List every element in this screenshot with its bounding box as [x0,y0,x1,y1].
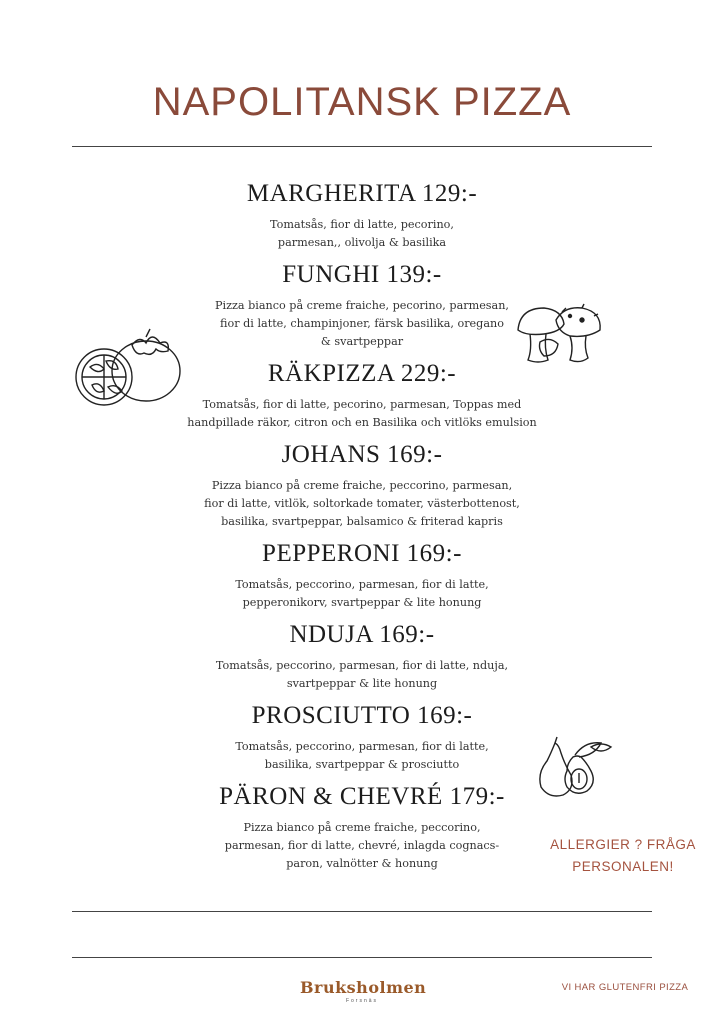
menu-item-name: PEPPERONI 169:- [262,540,462,567]
menu-item-description: Pizza bianco på creme fraiche, peccorino, parmesan, fior di latte, chevré, inlagda cognacs- paron, valnötter & honung [224,821,500,870]
menu-item-description: Pizza bianco på creme fraiche, pecorino, parmesan, fior di latte, champinjoner, färsk basilika, oregano & svartpeppar [215,299,509,348]
menu-item-description: Tomatsås, fior di latte, pecorino, parmesan,, olivolja & basilika [270,218,454,249]
menu-item-description: Pizza bianco på creme fraiche, peccorino, parmesan, fior di latte, vitlök, soltorkade tomater, västerbottenost, basilika, svartpeppar, balsamico & friterad kapris [204,479,520,528]
bottom-divider [72,911,652,912]
menu-item [140,619,584,693]
mushroom-icon [512,302,612,366]
menu-item [140,538,584,612]
menu-item-name: PROSCIUTTO 169:- [251,702,473,729]
allergy-note: ALLERGIER ? FRÅGA PERSONALEN! [550,837,696,874]
menu-item-description: Tomatsås, fior di latte, pecorino, parmesan, Toppas med handpillade räkor, citron och en Basilika och vitlöks emulsion [187,398,537,429]
gluten-free-note: VI HAR GLUTENFRI PIZZA [561,982,689,993]
brand-name: Bruksholmen [300,978,427,997]
menu-item-name: PÄRON & CHEVRÉ 179:- [219,783,505,810]
menu-item-name: RÄKPIZZA 229:- [267,360,457,387]
brand-logo [300,978,427,1004]
menu-item-description: Tomatsås, peccorino, parmesan, fior di latte, nduja, svartpeppar & lite honung [215,659,509,690]
menu-item-name: JOHANS 169:- [281,441,443,468]
menu-item [140,439,584,531]
menu-item [140,781,584,873]
menu-item [140,178,584,252]
menu-item-name: MARGHERITA 129:- [246,180,478,207]
tomato-icon [70,325,185,410]
menu-item-name: NDUJA 169:- [289,621,435,648]
menu-item [140,700,584,774]
top-divider [72,146,652,147]
menu-list [140,178,584,880]
page-title: NAPOLITANSK PIZZA [152,80,572,124]
menu-item-name: FUNGHI 139:- [282,261,442,288]
footer-divider [72,957,652,958]
pear-icon [535,735,615,800]
menu-item-description: Tomatsås, peccorino, parmesan, fior di latte, basilika, svartpeppar & prosciutto [235,740,489,771]
brand-subtitle: Forsnäs [345,998,379,1004]
menu-item-description: Tomatsås, peccorino, parmesan, fior di latte, pepperonikorv, svartpeppar & lite honung [235,578,489,609]
menu-item [140,358,584,432]
